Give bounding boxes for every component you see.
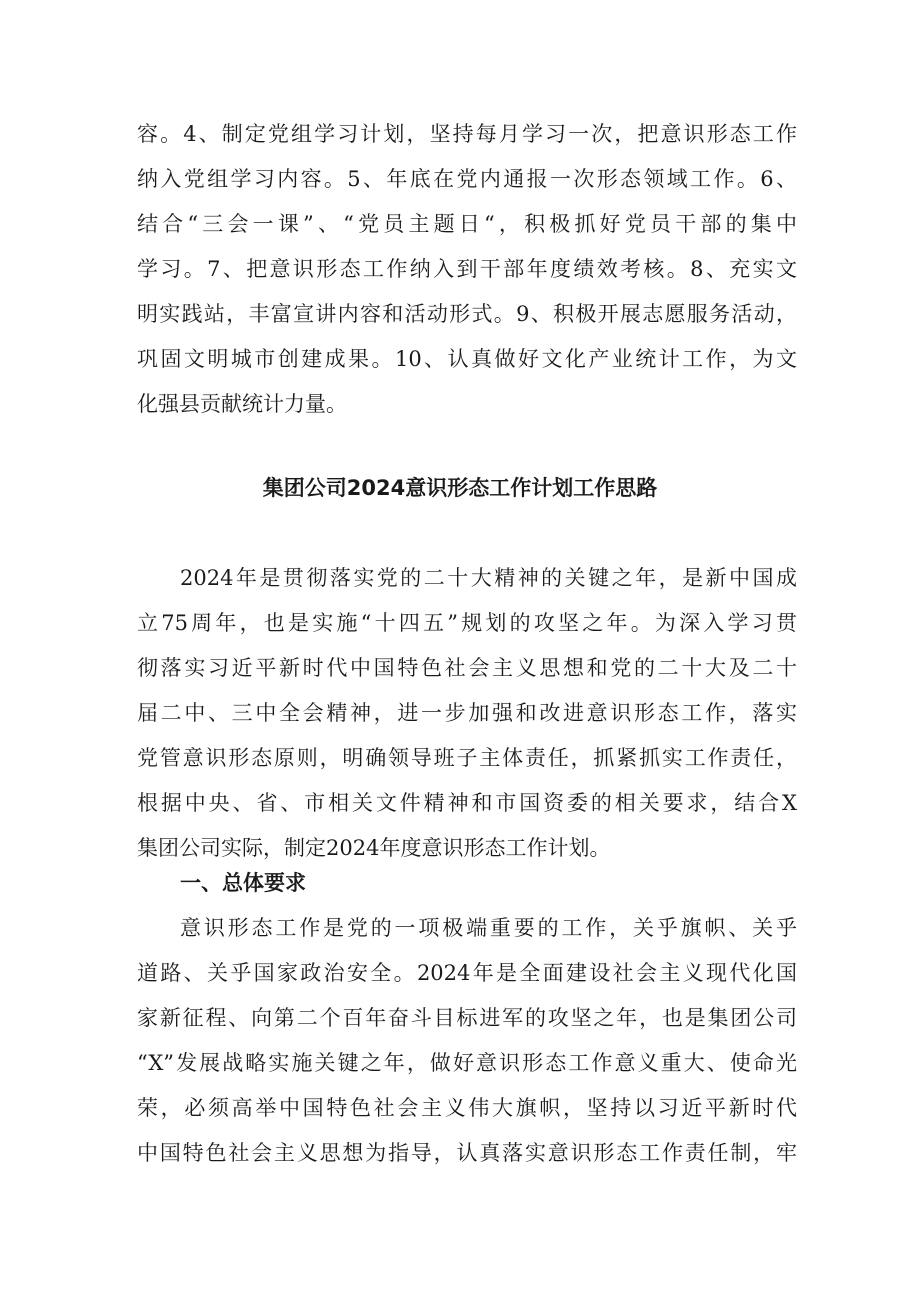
paragraph-line: 纳入党组学习内容。5、年底在党内通报一次形态领域工作。6、 [137,167,797,191]
paragraph-line: 巩固文明城市创建成果。10、认真做好文化产业统计工作，为文 [137,347,797,371]
paragraph-line: 立75周年，也是实施“十四五”规划的攻坚之年。为深入学习贯 [137,611,797,635]
paragraph-line: 化强县贡献统计力量。 [137,392,347,416]
paragraph-line: 家新征程、向第二个百年奋斗目标进军的攻坚之年，也是集团公司 [137,1006,797,1030]
paragraph-line: 根据中央、省、市相关文件精神和市国资委的相关要求，结合X [137,791,797,815]
section-heading: 一、总体要求 [180,871,306,895]
paragraph-line: 结合“三会一课”、“党员主题日“，积极抓好党员干部的集中 [137,212,797,236]
paragraph-line: 届二中、三中全会精神，进一步加强和改进意识形态工作，落实 [137,701,797,725]
paragraph-line: 意识形态工作是党的一项极端重要的工作，关乎旗帜、关乎 [180,916,797,940]
paragraph-line: “X”发展战略实施关键之年，做好意识形态工作意义重大、使命光 [137,1051,797,1075]
document-title: 集团公司2024意识形态工作计划工作思路 [262,476,658,500]
paragraph-line: 明实践站，丰富宣讲内容和活动形式。9、积极开展志愿服务活动， [137,302,797,326]
paragraph-line: 党管意识形态原则，明确领导班子主体责任，抓紧抓实工作责任， [137,746,797,770]
paragraph-line: 中国特色社会主义思想为指导，认真落实意识形态工作责任制，牢 [137,1141,797,1165]
paragraph-line: 学习。7、把意识形态工作纳入到干部年度绩效考核。8、充实文 [137,257,797,281]
paragraph-line: 荣，必须高举中国特色社会主义伟大旗帜，坚持以习近平新时代 [137,1096,797,1120]
paragraph-line: 集团公司实际，制定2024年度意识形态工作计划。 [137,836,611,860]
paragraph-line: 2024年是贯彻落实党的二十大精神的关键之年，是新中国成 [180,566,797,590]
paragraph-line: 容。4、制定党组学习计划，坚持每月学习一次，把意识形态工作 [137,122,797,146]
paragraph-line: 彻落实习近平新时代中国特色社会主义思想和党的二十大及二十 [137,656,797,680]
paragraph-line: 道路、关乎国家政治安全。2024年是全面建设社会主义现代化国 [137,961,797,985]
